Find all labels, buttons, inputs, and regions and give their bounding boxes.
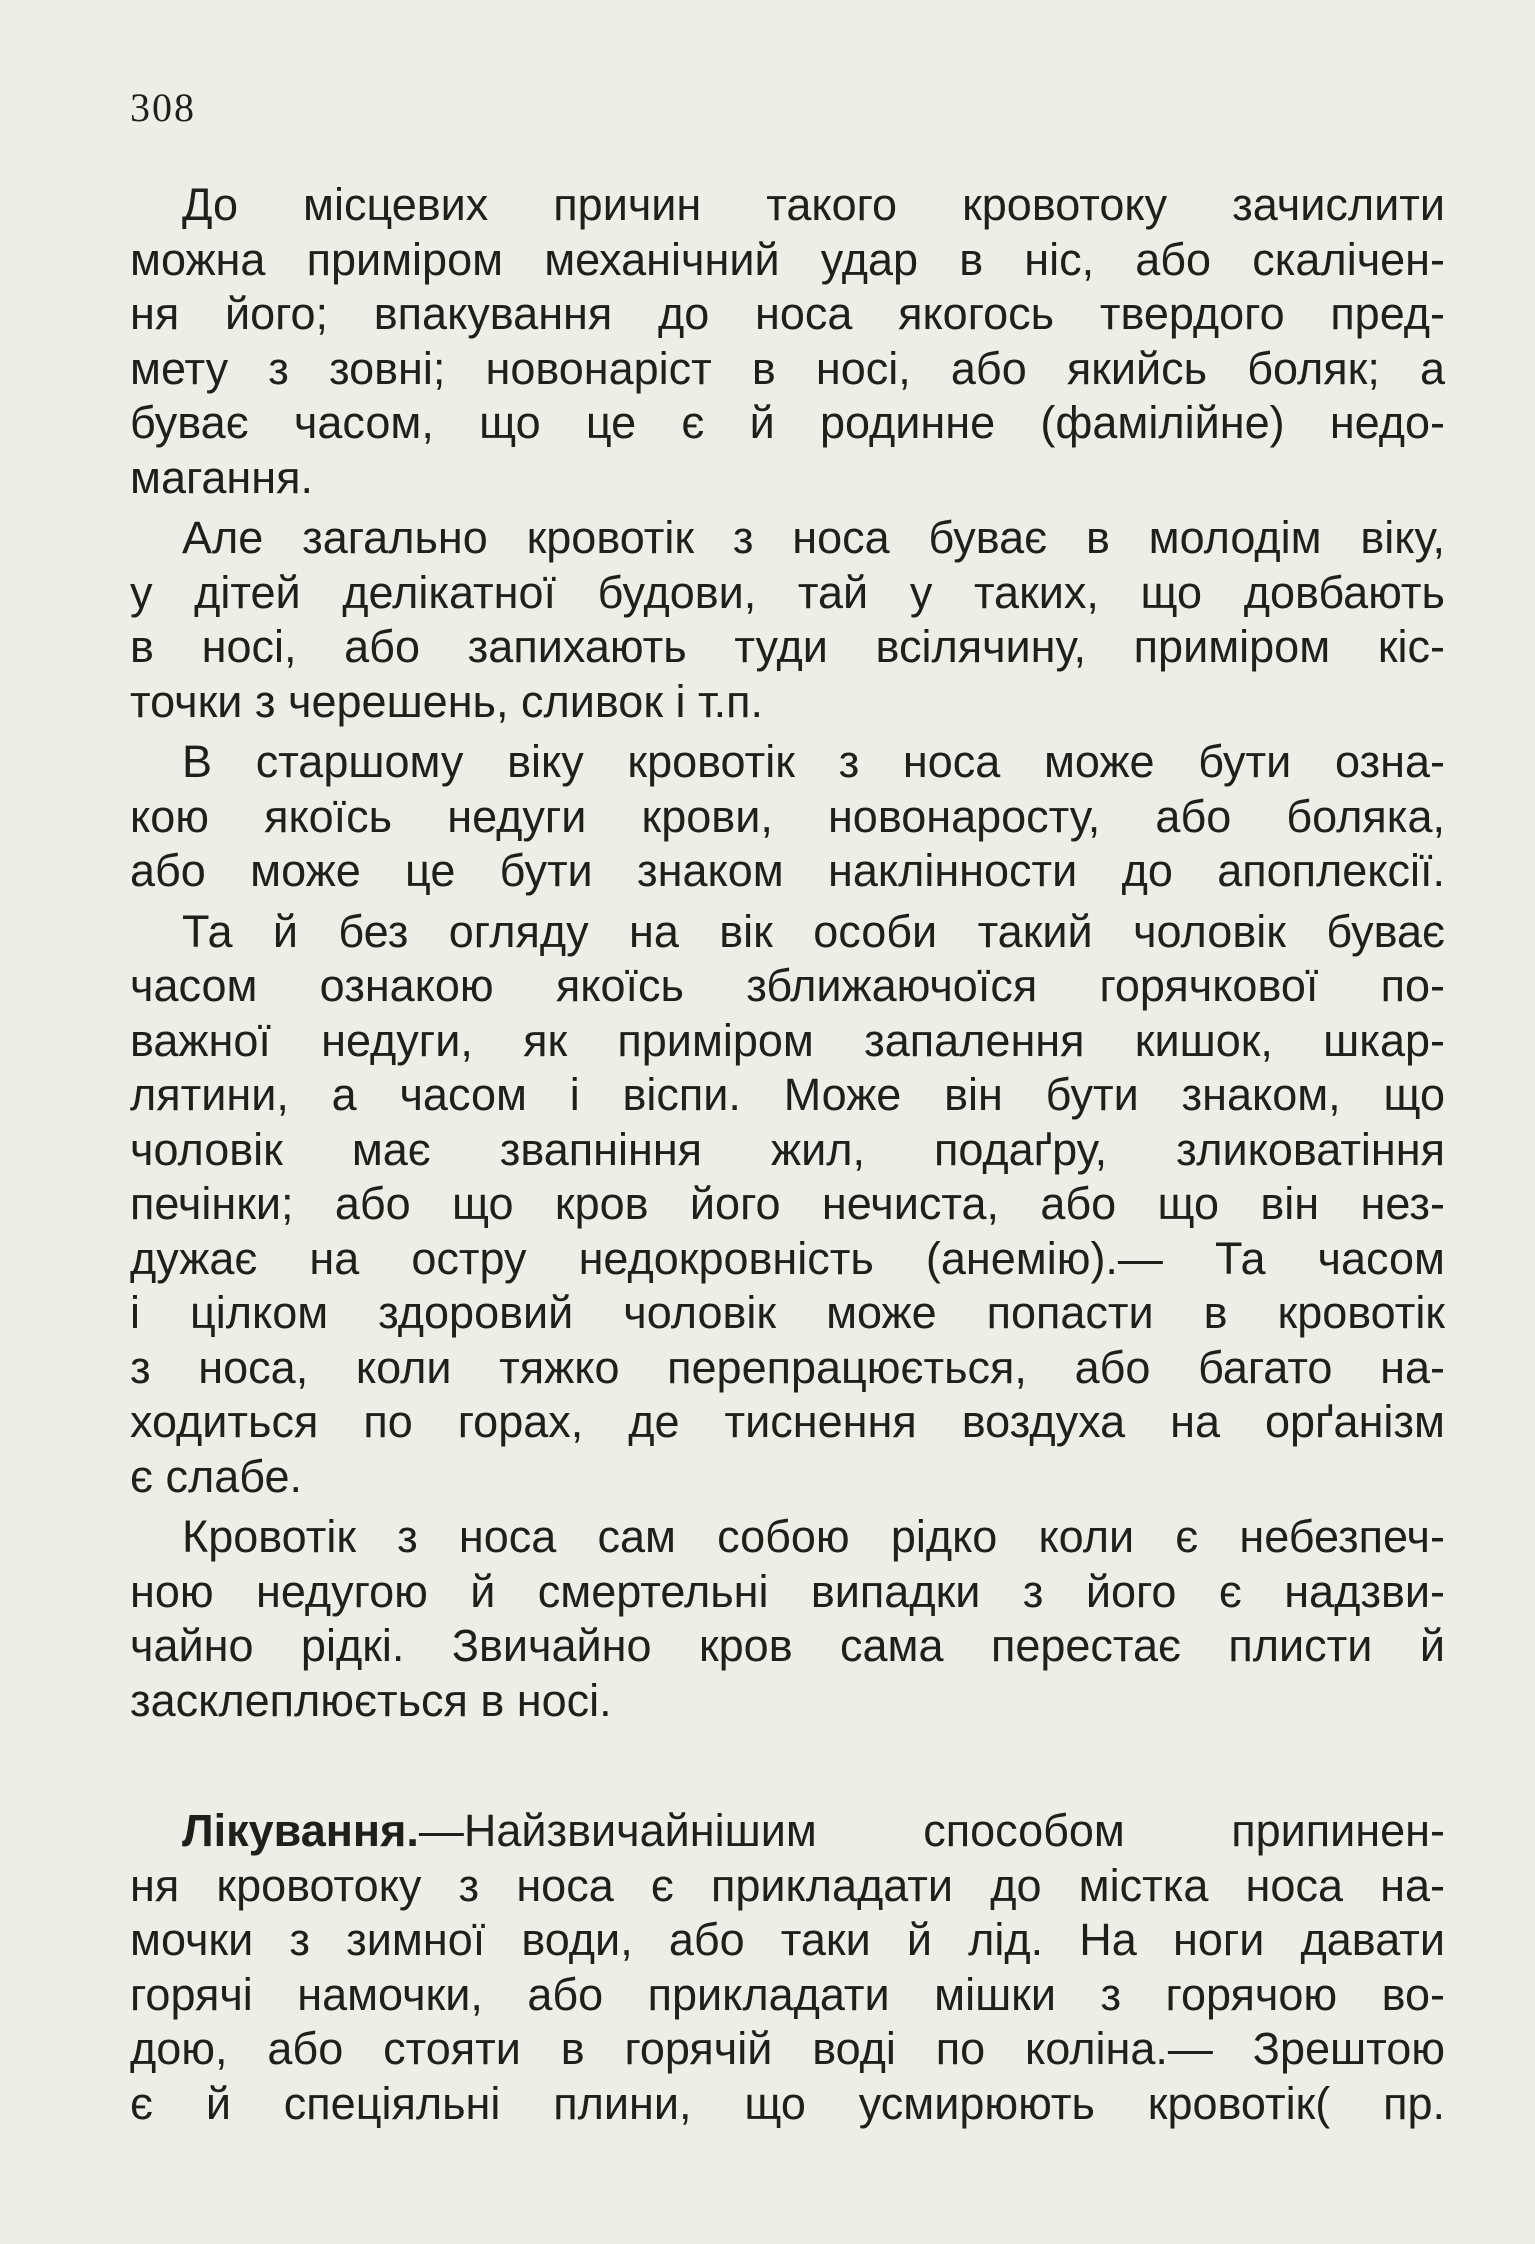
text-line: дою, або стояти в горячій воді по коліна.— Зрештою xyxy=(130,2023,1445,2074)
page-body xyxy=(130,178,1445,2131)
text-line: мету з зовні; новонаріст в носі, або якийсь боляк; а xyxy=(130,342,1445,394)
text-line: Кровотік з носа сам собою рідко коли є небезпеч- xyxy=(182,1511,1445,1562)
treatment-first-line-text: —Найзвичайнішим способом припинен- xyxy=(418,1805,1445,1856)
text-line: можна приміром механічний удар в ніс, або скалічен- xyxy=(130,233,1445,285)
text-line: До місцевих причин такого кровотоку зачислити xyxy=(182,179,1445,230)
text-line: мочки з зимної води, або таки й лід. На ноги давати xyxy=(130,1914,1445,1965)
text-line: дужає на остру недокровність (анемію).— Та часом xyxy=(130,1232,1445,1284)
text-line: ня кровотоку з носа є прикладати до містка носа на- xyxy=(130,1859,1445,1911)
text-line: і цілком здоровий чоловік може попасти в кровотік xyxy=(130,1287,1445,1338)
text-line: Але загально кровотік з носа буває в молодім віку, xyxy=(182,512,1445,563)
text-line: В старшому віку кровотік з носа може бути озна- xyxy=(182,736,1445,787)
text-line: чайно рідкі. Звичайно кров сама перестає плисти й xyxy=(130,1620,1445,1671)
text-line: ною недугою й смертельні випадки з його є надзви- xyxy=(130,1565,1445,1617)
text-line: чоловік має звапніння жил, подаґру, зликоватіння xyxy=(130,1123,1445,1175)
page-number: 308 xyxy=(130,85,196,130)
paragraph-treatment xyxy=(130,1804,1445,2131)
text-line: печінки; або що кров його нечиста, або що він нез- xyxy=(130,1178,1445,1229)
paragraph-older-age xyxy=(130,735,1445,899)
text-line: в носі, або запихають туди всілячину, приміром кіс- xyxy=(130,621,1445,672)
text-line: точки з черешень, сливок і т.п. xyxy=(130,675,764,727)
paragraph-any-age xyxy=(130,905,1445,1505)
paragraph-local-causes xyxy=(130,178,1445,505)
text-line: кою якоїсь недуги крови, новонаросту, або боляка, xyxy=(130,790,1445,842)
text-line: магання. xyxy=(130,451,313,503)
text-line: лятини, а часом і віспи. Може він бути знаком, що xyxy=(130,1069,1445,1120)
text-line: з носа, коли тяжко перепрацюється, або багато на- xyxy=(130,1341,1445,1393)
treatment-heading: Лікування. xyxy=(182,1805,419,1856)
text-line: Та й без огляду на вік особи такий чоловік буває xyxy=(182,905,1445,957)
treatment-first-line xyxy=(130,1804,1445,1859)
text-line: часом ознакою якоїсь зближаючоїся горячкової по- xyxy=(130,960,1445,1011)
text-line: у дітей делікатної будови, тай у таких, що довбають xyxy=(130,566,1445,618)
text-line: є слабе. xyxy=(130,1450,303,1502)
text-line: важної недуги, як приміром запалення кишок, шкар- xyxy=(130,1014,1445,1066)
text-line: ня його; впакування до носа якогось твердого пред- xyxy=(130,288,1445,339)
text-line: або може це бути знаком наклінности до апоплексії. xyxy=(130,845,1445,896)
text-line: горячі намочки, або прикладати мішки з горячою во- xyxy=(130,1968,1445,2020)
paragraph-young-age xyxy=(130,511,1445,729)
paragraph-danger xyxy=(130,1510,1445,1728)
text-line: ходиться по горах, де тиснення воздуха на орґанізм xyxy=(130,1396,1445,1447)
text-line: буває часом, що це є й родинне (фамілійне) недо- xyxy=(130,397,1445,448)
text-line: засклеплюється в носі. xyxy=(130,1674,612,1726)
text-line: є й спеціяльні плини, що усмирюють кровотік( пр. xyxy=(130,2077,1445,2129)
